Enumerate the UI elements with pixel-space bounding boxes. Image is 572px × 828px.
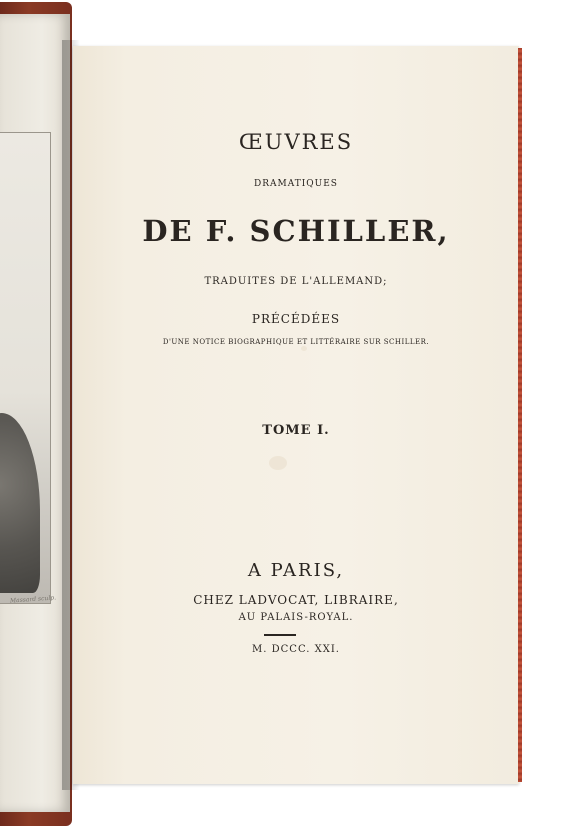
imprint-date: M. DCCC. XXI. — [252, 644, 340, 655]
title-page — [73, 46, 519, 784]
portrait-engraving — [0, 413, 40, 593]
work-subtitle: DRAMATIQUES — [254, 179, 338, 189]
imprint-rule — [264, 634, 296, 636]
frontispiece-portrait — [0, 132, 51, 604]
foxing-spot — [269, 456, 287, 470]
imprint-publisher: CHEZ LADVOCAT, LIBRAIRE, — [193, 593, 399, 607]
notice-line: D'UNE NOTICE BIOGRAPHIQUE ET LITTÉRAIRE SUR SCHILLER. — [162, 338, 430, 346]
imprint-city: A PARIS, — [247, 560, 345, 581]
preceded-label: PRÉCÉDÉES — [251, 312, 341, 326]
author-line: DE F. SCHILLER, — [142, 214, 450, 248]
work-title: ŒUVRES — [238, 130, 354, 154]
imprint-address: AU PALAIS-ROYAL. — [238, 612, 354, 623]
volume-number: TOME I. — [262, 423, 330, 438]
translation-note: TRADUITES DE L'ALLEMAND; — [204, 276, 388, 287]
red-fore-edge — [518, 48, 522, 782]
foxing-spot — [301, 346, 307, 351]
engraver-signature: Massard sculp. — [9, 594, 57, 605]
